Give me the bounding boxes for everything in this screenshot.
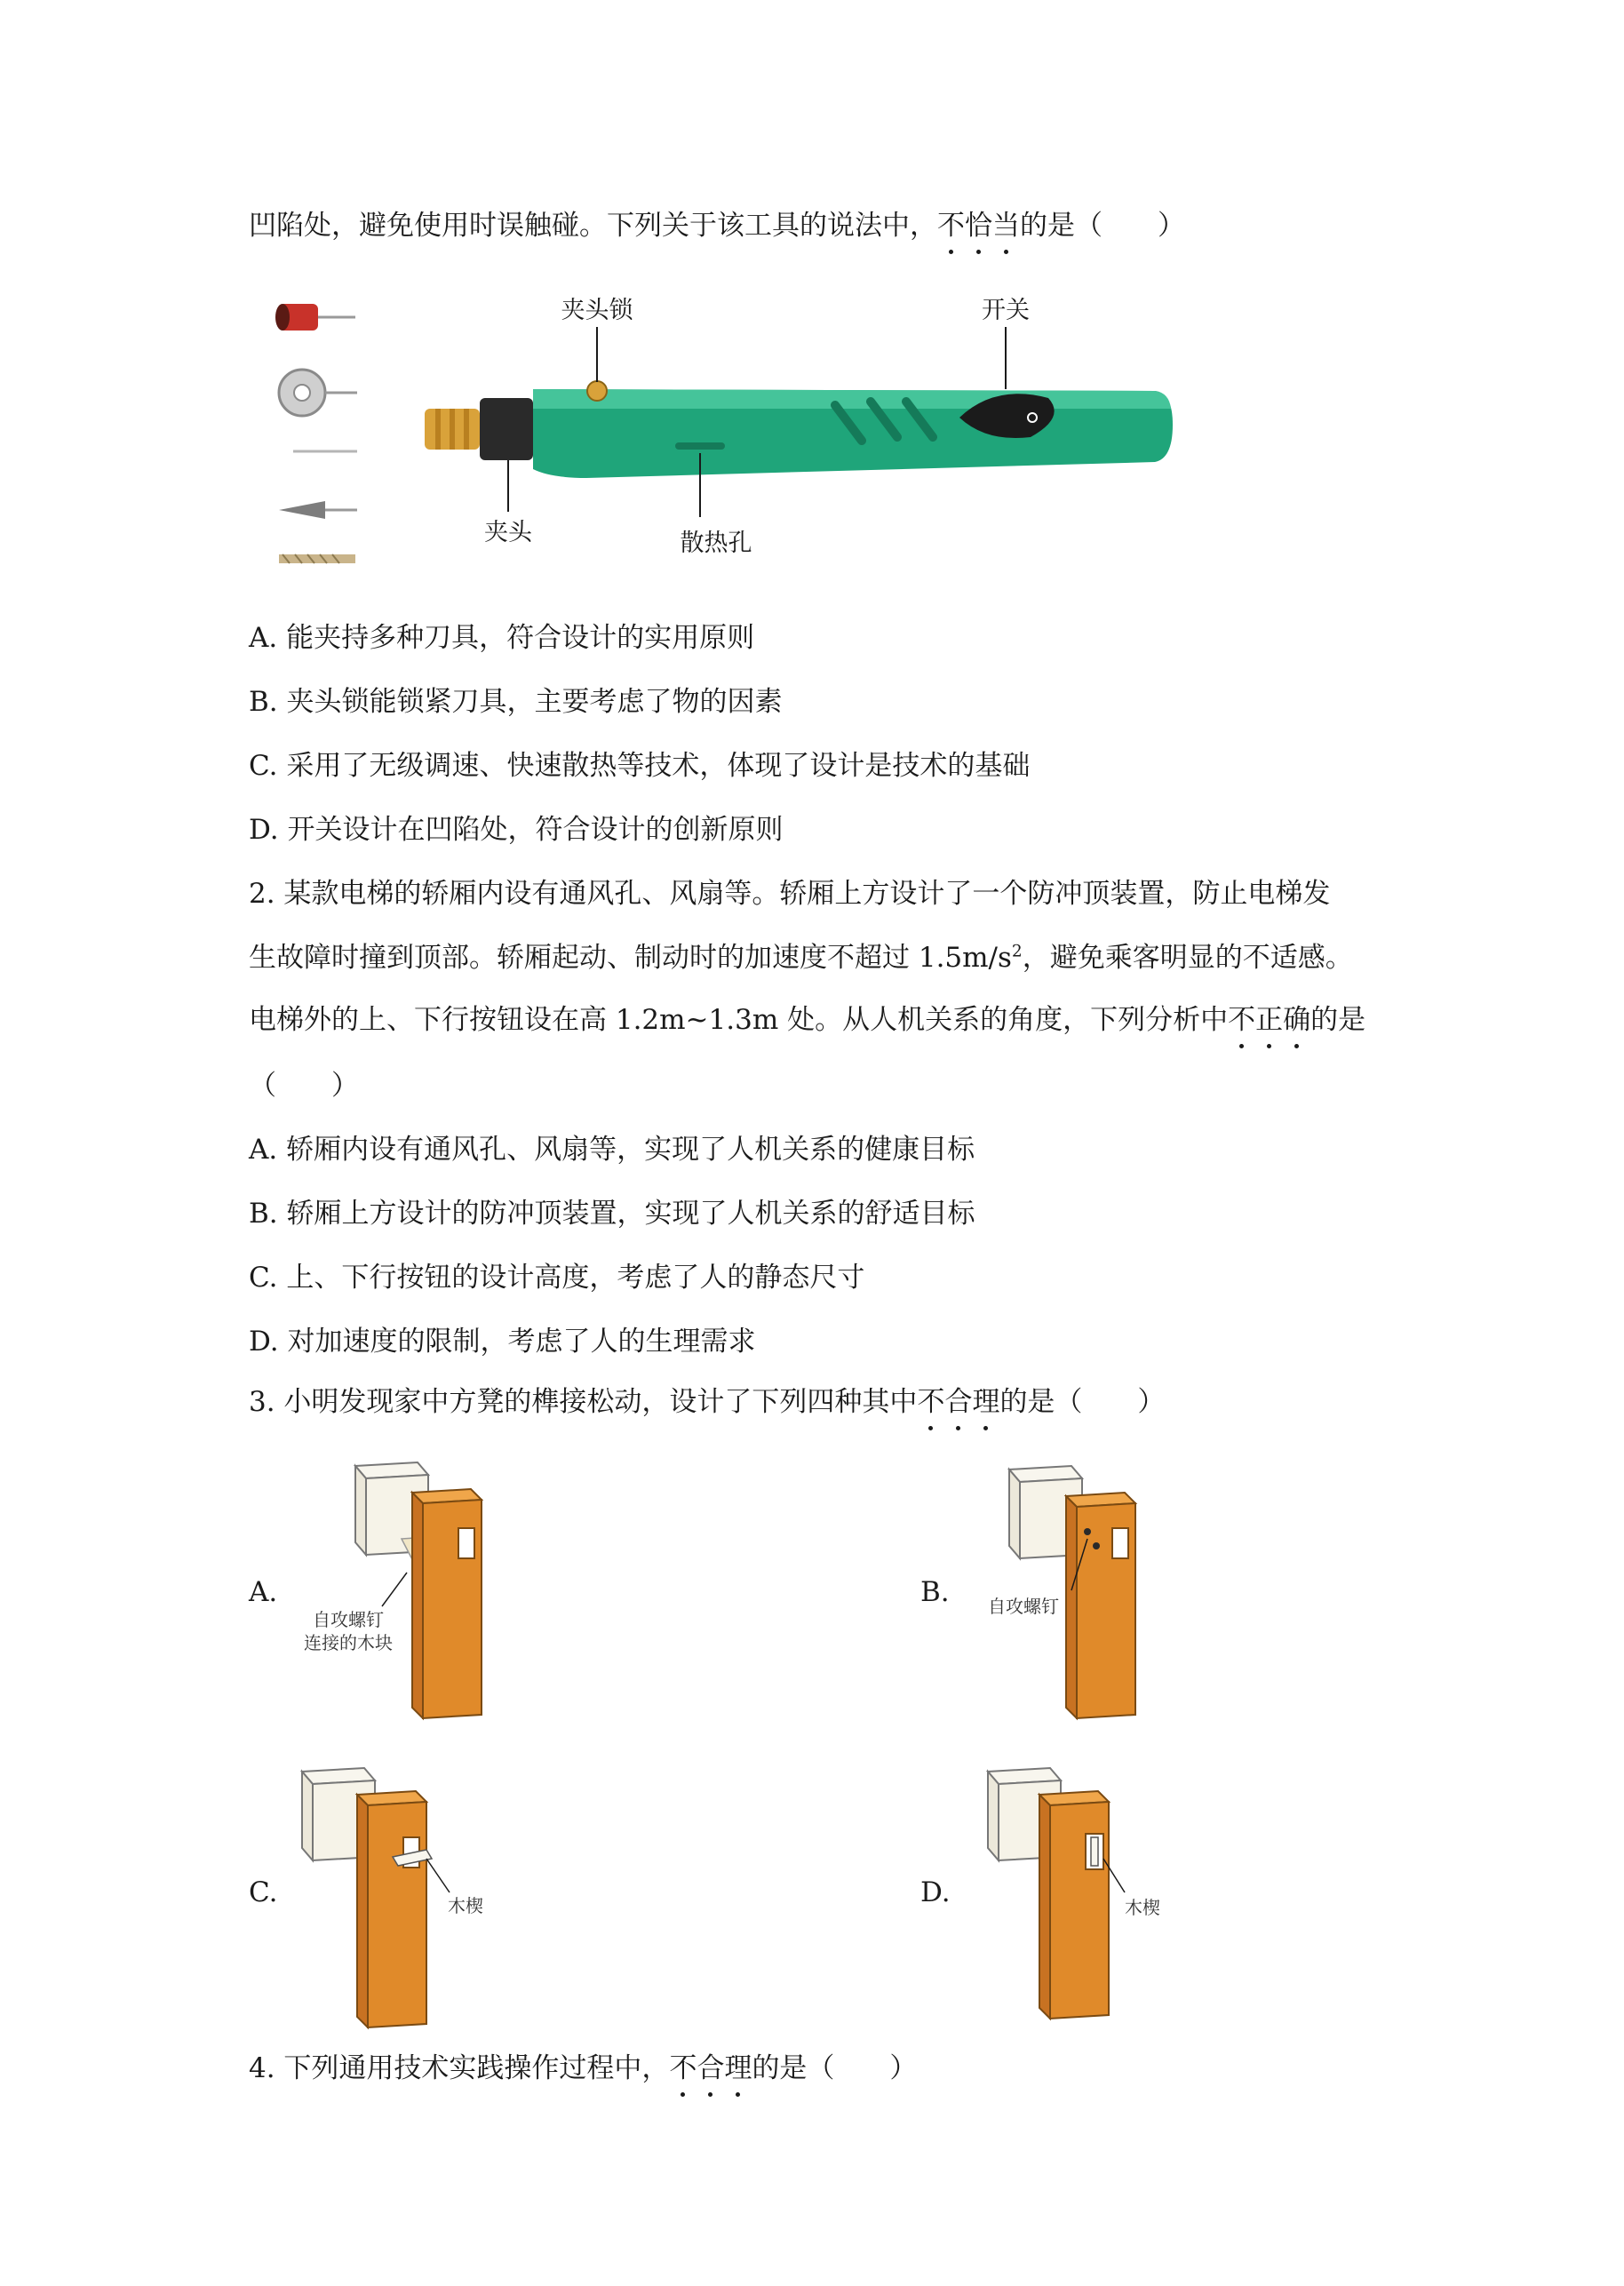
q3-b-label: 自攻螺钉 [988,1596,1059,1617]
label-chuck-lock: 夹头锁 [561,297,633,324]
q1-option-d: D. 开关设计在凹陷处，符合设计的创新原则 [249,814,784,846]
q2-option-a: A. 轿厢内设有通风孔、风扇等，实现了人机关系的健康目标 [249,1134,975,1166]
emphasis-char: 确 [1283,1000,1310,1039]
emphasis-char: 不 [917,1382,944,1422]
emphasis-char: 理 [972,1382,999,1422]
q2-option-b: B. 轿厢上方设计的防冲顶装置，实现了人机关系的舒适目标 [249,1198,975,1230]
q3-figure-b [974,1457,1196,1724]
q4-stem: 4. 下列通用技术实践操作过程中，不合理的是（ ） [249,2049,917,2088]
emphasis-char: 合 [944,1382,972,1422]
q3-a-label-line1: 自攻螺钉 [313,1609,384,1630]
q2-stem-line4: （ ） [249,1070,359,1102]
emphasis-char: 合 [697,2049,724,2088]
q3-d-label: 木楔 [1125,1897,1160,1918]
q2-option-d: D. 对加速度的限制，考虑了人的生理需求 [249,1326,756,1358]
q2-option-c: C. 上、下行按钮的设计高度，考虑了人的静态尺寸 [249,1262,865,1294]
q3-option-a-letter: A. [249,1576,278,1608]
q3-stem: 3. 小明发现家中方凳的榫接松动，设计了下列四种其中不合理的是（ ） [249,1382,1165,1422]
tool-bit-cutting-wheel [279,370,357,416]
emphasis-char: 理 [724,2049,752,2088]
rotary-tool-body [425,381,1173,478]
q1-option-b: B. 夹头锁能锁紧刀具，主要考虑了物的因素 [249,686,783,718]
q3-figure-a [293,1457,524,1724]
emphasis-char: 不 [1228,1000,1255,1039]
q3-c-label: 木楔 [448,1895,483,1916]
label-chuck: 夹头 [484,519,532,546]
emphasis-char: 不 [937,206,965,245]
q3-option-c-letter: C. [249,1876,278,1908]
tool-bit-drum-sander [275,304,355,331]
emphasis-char: 不 [669,2049,697,2088]
q3-figure-d [974,1759,1205,2026]
q1-option-c: C. 采用了无级调速、快速散热等技术，体现了设计是技术的基础 [249,750,1031,782]
q2-stem-line3: 电梯外的上、下行按钮设在高 1.2m~1.3m 处。从人机关系的角度，下列分析中不正确的是 [249,1000,1365,1039]
q2-stem-line2: 生故障时撞到顶部。轿厢起动、制动时的加速度不超过 $1.5m/s^2$，避免乘客明显的不适感。 [249,942,1353,974]
rotary-tool-figure [267,284,1190,577]
q3-a-label-line2: 连接的木块 [304,1632,393,1653]
label-switch: 开关 [982,297,1030,324]
emphasis-char: 恰 [965,206,992,245]
tool-bit-grinding-cone [279,501,357,519]
q3-figure-c [293,1759,524,2035]
emphasis-char: 正 [1255,1000,1283,1039]
emphasis-char: 当 [992,206,1020,245]
q2-stem-line1: 2. 某款电梯的轿厢内设有通风孔、风扇等。轿厢上方设计了一个防冲顶装置，防止电梯发 [249,878,1331,910]
tool-bit-drill [279,554,355,563]
q3-option-b-letter: B. [920,1576,950,1608]
label-vents: 散热孔 [680,530,752,557]
q1-option-a: A. 能夹持多种刀具，符合设计的实用原则 [249,622,755,654]
q1-stem: 凹陷处，避免使用时误触碰。下列关于该工具的说法中，不恰当的是（ ） [249,206,1185,245]
q3-option-d-letter: D. [920,1876,951,1908]
